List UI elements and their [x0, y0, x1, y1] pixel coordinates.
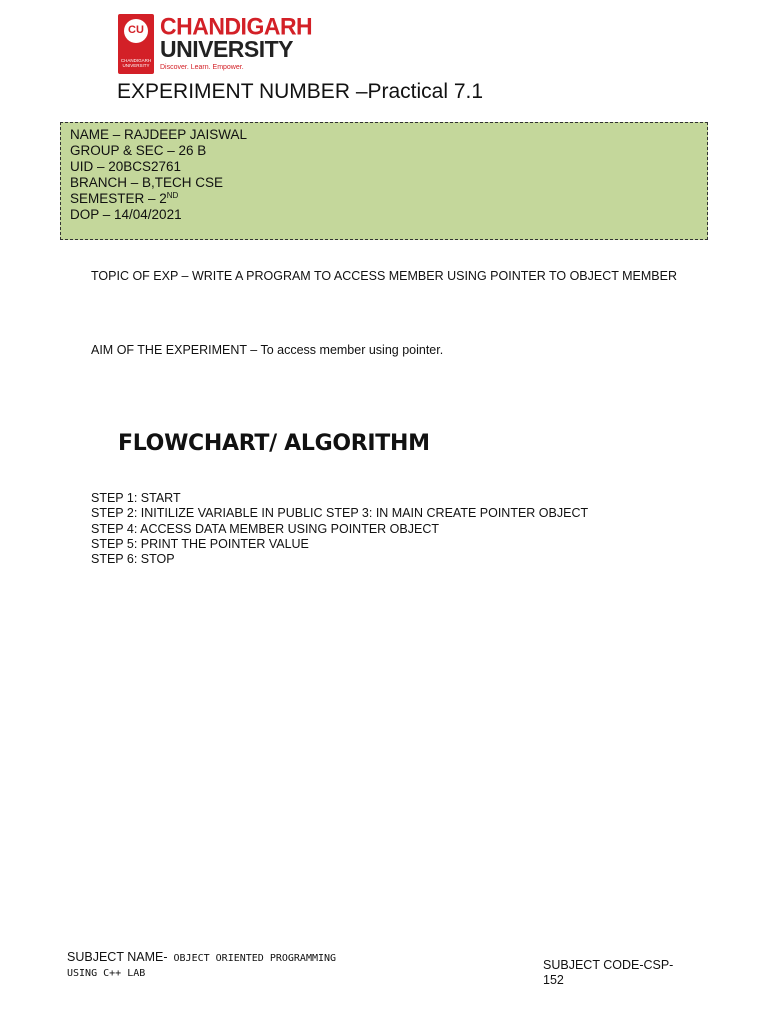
subject-name-line1 — [67, 950, 336, 966]
step-line: STEP 5: PRINT THE POINTER VALUE — [91, 536, 309, 551]
flowchart-heading: FLOWCHART/ ALGORITHM — [118, 431, 430, 456]
semester-suffix: ND — [166, 191, 179, 200]
step-line: STEP 6: STOP — [91, 552, 175, 567]
footer-subject-name — [67, 950, 336, 981]
university-logo — [118, 12, 313, 76]
student-uid: UID – 20BCS2761 — [70, 159, 182, 174]
experiment-topic: TOPIC OF EXP – WRITE A PROGRAM TO ACCESS MEMBER USING POINTER TO OBJECT MEMBER — [91, 269, 677, 283]
step-line: STEP 2: INITILIZE VARIABLE IN PUBLIC STEP 3: IN MAIN CREATE POINTER OBJECT — [91, 506, 589, 521]
experiment-aim: AIM OF THE EXPERIMENT – To access member using pointer. — [91, 343, 444, 357]
student-branch: BRANCH – B,TECH CSE — [70, 175, 224, 190]
logo-tagline: Discover. Learn. Empower. — [160, 64, 244, 71]
footer-subject-code — [543, 958, 693, 988]
logo-badge-caption: CHANDIGARH UNIVERSITY — [120, 58, 152, 68]
logo-word-chandigarh: CHANDIGARH — [160, 12, 313, 40]
logo-badge-text: CU — [128, 24, 144, 36]
step-line: STEP 1: START — [91, 491, 181, 505]
subject-name-label: SUBJECT NAME- — [67, 950, 168, 964]
student-info-box — [60, 122, 708, 240]
student-group: GROUP & SEC – 26 B — [70, 143, 207, 158]
date-of-performance: DOP – 14/04/2021 — [70, 207, 182, 222]
subject-code-line1: SUBJECT CODE-CSP- — [543, 958, 674, 972]
logo-badge — [118, 14, 154, 74]
student-name: NAME – RAJDEEP JAISWAL — [70, 127, 248, 142]
subject-name-value: OBJECT ORIENTED PROGRAMMING — [167, 953, 337, 964]
algorithm-steps — [91, 491, 588, 567]
subject-code-line2: 152 — [543, 973, 564, 987]
student-semester — [70, 191, 707, 207]
semester-text: SEMESTER – 2 — [70, 191, 167, 206]
step-line: STEP 4: ACCESS DATA MEMBER USING POINTER OBJECT — [91, 521, 439, 536]
logo-word-university: UNIVERSITY — [160, 36, 294, 62]
experiment-title: EXPERIMENT NUMBER –Practical 7.1 — [117, 80, 484, 103]
subject-name-line2: USING C++ LAB — [67, 968, 146, 979]
